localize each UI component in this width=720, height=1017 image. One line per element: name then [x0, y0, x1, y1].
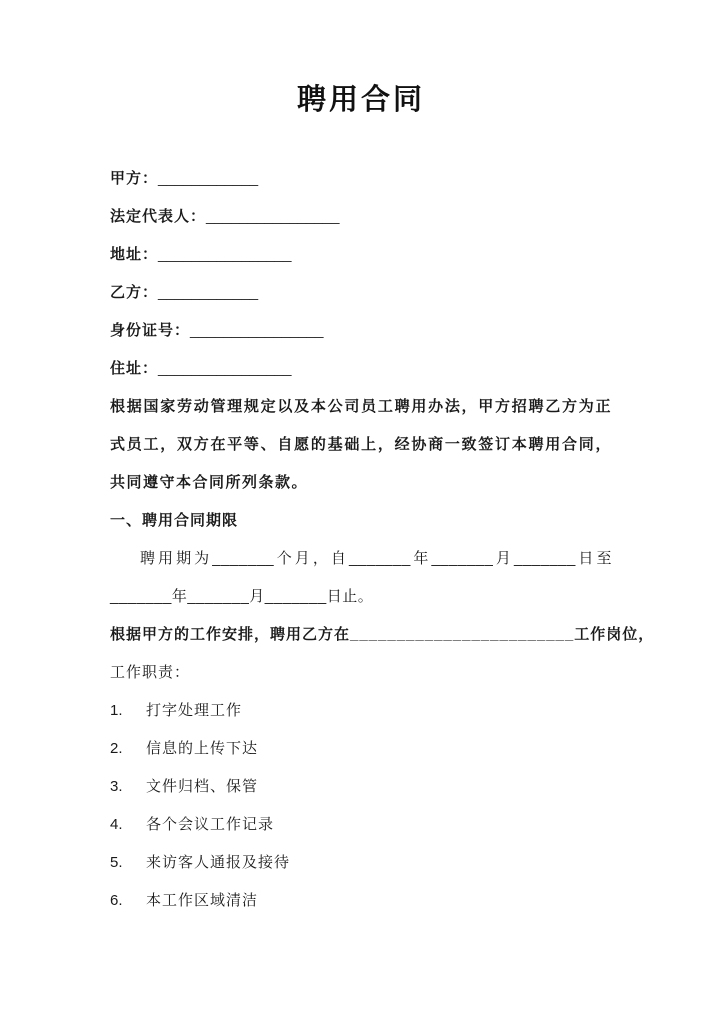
- duty-item-2-number: 2.: [110, 740, 123, 757]
- field-legal-representative-blank-line: ________________: [206, 208, 340, 225]
- field-residence-label: 住址：: [110, 360, 159, 377]
- field-residence-blank-line: ________________: [158, 360, 292, 377]
- field-party-b-blank-line: ____________: [158, 284, 259, 301]
- field-party-a-label: 甲方：: [110, 170, 159, 187]
- duty-item-4-text: 各个会议工作记录: [146, 816, 275, 833]
- duty-item-1: [110, 692, 612, 730]
- field-party-b: [110, 274, 612, 312]
- duty-item-4-number: 4.: [110, 816, 123, 833]
- field-id-number-blank-line: ________________: [190, 322, 324, 339]
- field-legal-representative-label: 法定代表人：: [110, 208, 207, 225]
- duties-list: [110, 692, 612, 920]
- field-address: [110, 236, 612, 274]
- document-body: [110, 388, 655, 920]
- duty-item-6-number: 6.: [110, 892, 123, 909]
- duty-item-6: [110, 882, 612, 920]
- page-content: [110, 0, 655, 920]
- intro-paragraph: 根据国家劳动管理规定以及本公司员工聘用办法，甲方招聘乙方为正式员工，双方在平等、自愿的基础上，经协商一致签订本聘用合同，共同遵守本合同所列条款。: [110, 398, 612, 491]
- duty-item-2-text: 信息的上传下达: [146, 740, 259, 757]
- work-assignment-sentence: 根据甲方的工作安排，聘用乙方在________________________工作岗位，: [110, 626, 655, 643]
- duty-item-3-number: 3.: [110, 778, 123, 795]
- duty-item-5-number: 5.: [110, 854, 123, 871]
- field-party-b-label: 乙方：: [110, 284, 159, 301]
- duty-item-6-text: 本工作区域清洁: [146, 892, 259, 909]
- duty-item-5: [110, 844, 612, 882]
- field-id-number-label: 身份证号：: [110, 322, 191, 339]
- field-address-label: 地址：: [110, 246, 159, 263]
- duty-item-3: [110, 768, 612, 806]
- duty-item-5-text: 来访客人通报及接待: [146, 854, 291, 871]
- duty-item-4: [110, 806, 612, 844]
- document-title: 聘用合同: [296, 84, 425, 116]
- field-legal-representative: [110, 198, 612, 236]
- duty-item-3-text: 文件归档、保管: [146, 778, 259, 795]
- parties-fields-block: [110, 160, 612, 388]
- section1-heading: 一、聘用合同期限: [110, 512, 239, 529]
- duty-item-2: [110, 730, 612, 768]
- field-id-number: [110, 312, 612, 350]
- field-address-blank-line: ________________: [158, 246, 292, 263]
- field-party-a: [110, 160, 612, 198]
- duty-item-1-text: 打字处理工作: [146, 702, 243, 719]
- field-residence: [110, 350, 612, 388]
- field-party-a-blank-line: ____________: [158, 170, 259, 187]
- contract-term-sentence: 聘用期为_______个月，自_______年_______月_______日至_______年_______月_______日止。: [110, 550, 612, 605]
- duty-item-1-number: 1.: [110, 702, 123, 719]
- duties-label: 工作职责：: [110, 664, 191, 681]
